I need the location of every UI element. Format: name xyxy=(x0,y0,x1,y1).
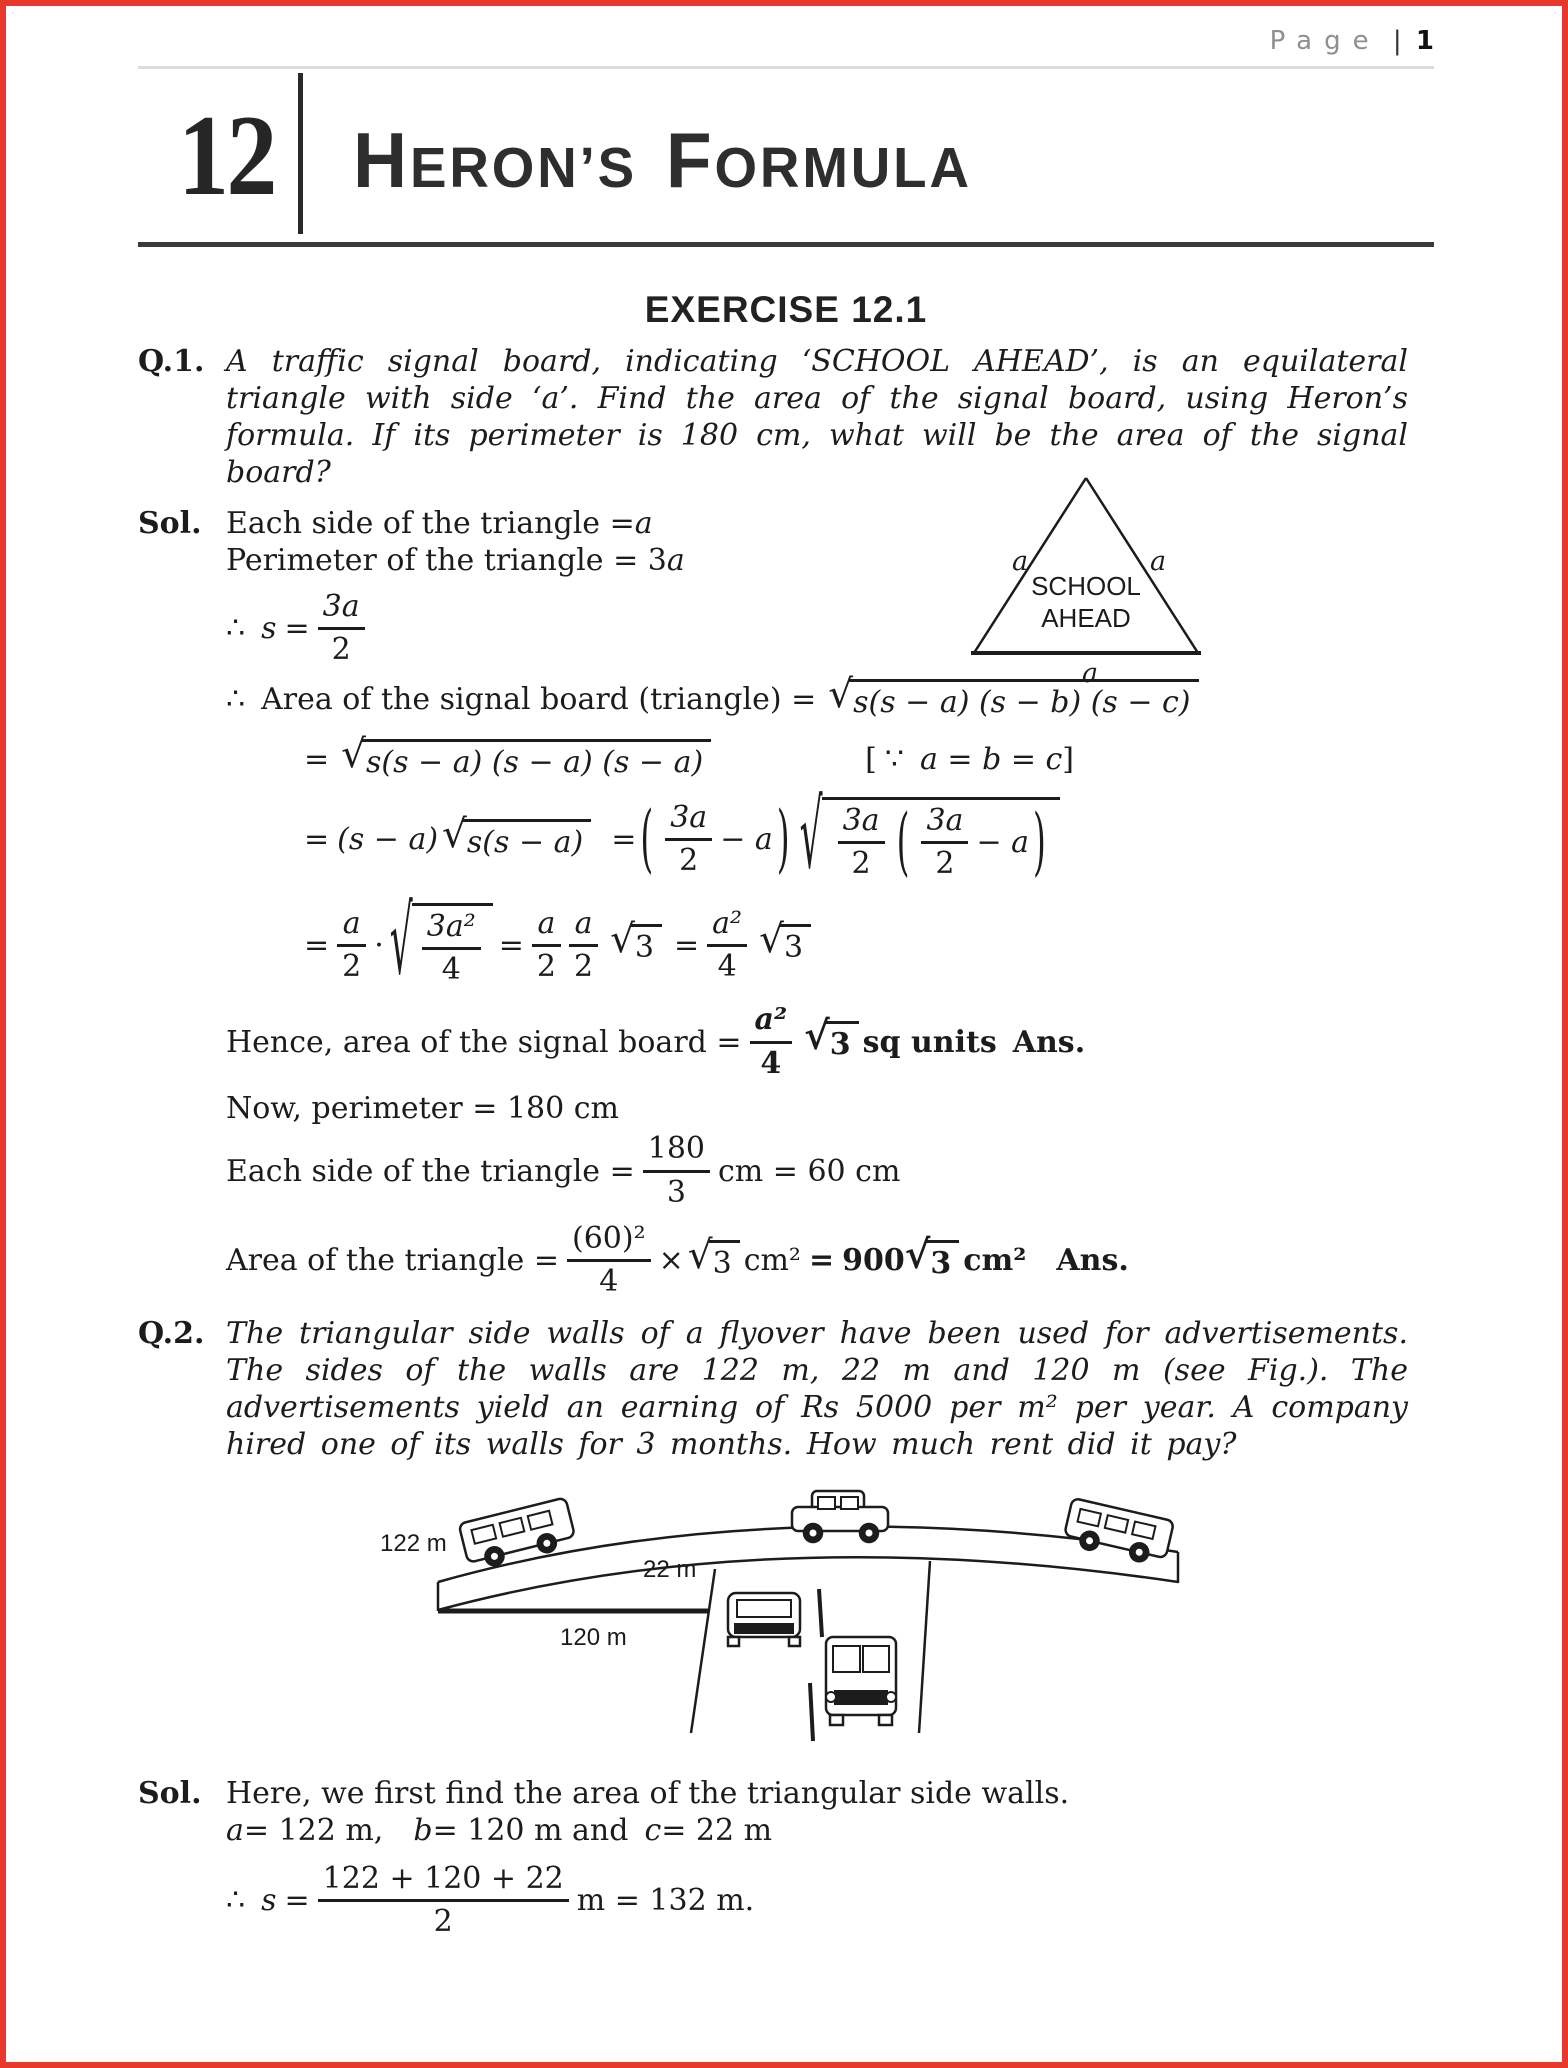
frac-num: 3a xyxy=(322,589,360,624)
var-s: s xyxy=(261,1883,277,1919)
hence-line xyxy=(226,1004,1434,1080)
road-right-edge xyxy=(919,1561,930,1733)
bus-right xyxy=(1062,1498,1174,1567)
fraction-3a-2 xyxy=(838,802,885,882)
triangle-svg xyxy=(964,468,1214,688)
sqrt-expression xyxy=(341,731,711,781)
radical-sign: √ xyxy=(804,1013,830,1060)
sqrt-3 xyxy=(687,1232,740,1282)
area-text: Area of the triangle = xyxy=(226,1243,559,1279)
bus-headlight xyxy=(826,1692,836,1702)
each-side-text: Each side of the triangle = xyxy=(226,1153,635,1189)
frac-den: 2 xyxy=(921,841,968,880)
radical-sign: √ xyxy=(687,1232,713,1278)
radical-sign: √ xyxy=(828,671,854,717)
frac-num: 3a² xyxy=(426,908,476,944)
frac-den: 2 xyxy=(532,944,561,983)
car-top xyxy=(792,1491,888,1542)
chapter-divider xyxy=(298,73,303,234)
equals: = xyxy=(674,927,700,963)
sign-text-school: SCHOOL xyxy=(1031,571,1141,601)
frac-den: 2 xyxy=(318,627,365,666)
label-120m: 120 m xyxy=(560,1623,627,1651)
frac-den: 2 xyxy=(665,838,712,877)
radical-sign: √ xyxy=(904,1231,931,1278)
frac-num: a xyxy=(537,905,556,941)
var-a: a xyxy=(226,1812,244,1848)
road-dash-2 xyxy=(810,1683,813,1741)
sqrt-3 xyxy=(759,917,811,966)
var-s: s xyxy=(261,611,277,647)
label-base: a xyxy=(1082,658,1099,688)
frac-den: 4 xyxy=(422,947,481,986)
therefore-symbol: ∴ xyxy=(226,1883,246,1919)
chapter-number: 12 xyxy=(178,92,275,221)
big-paren-open: ( xyxy=(640,793,654,882)
radicand: s(s − a) (s − a) (s − a) xyxy=(362,739,711,781)
sol2-body xyxy=(226,1775,1434,1939)
car-front-view xyxy=(728,1593,800,1646)
fraction-3a-2 xyxy=(318,591,365,667)
answer-label: Ans. xyxy=(1056,1243,1129,1279)
title-word1-cap: H xyxy=(353,116,410,204)
unit-cm2: cm² xyxy=(743,1243,801,1279)
area-triangle-line xyxy=(226,1220,1434,1300)
eq-factored xyxy=(304,784,1434,891)
bus-left xyxy=(459,1497,578,1571)
fraction-60sq-4 xyxy=(567,1220,651,1300)
equals: = xyxy=(808,1243,835,1279)
equals: = xyxy=(304,742,330,778)
chapter-title xyxy=(353,107,972,206)
bus-wheel xyxy=(830,1715,843,1725)
sqrt-expression xyxy=(442,811,591,861)
sqrt-tall-expression xyxy=(799,784,1060,891)
frac-den: 2 xyxy=(337,944,366,983)
flyover-figure xyxy=(288,1477,1434,1771)
frac-den: 4 xyxy=(750,1041,793,1080)
fraction-a2-4 xyxy=(707,905,747,984)
frac-num: 122 + 120 + 22 xyxy=(322,1860,564,1896)
value-b: = 120 m and xyxy=(432,1812,629,1848)
sol2-label: Sol. xyxy=(138,1775,202,1811)
equals: = xyxy=(498,927,524,963)
bridge-structure xyxy=(438,1526,1178,1740)
factor-s-minus-a: (s − a) xyxy=(337,822,439,858)
bus-grille xyxy=(834,1690,888,1705)
eq-area-text: Area of the signal board (triangle) = xyxy=(261,682,817,718)
car-windshield xyxy=(737,1600,791,1617)
car-grille xyxy=(734,1623,794,1634)
title-word2-cap: F xyxy=(665,116,715,204)
page-number-row xyxy=(138,6,1434,69)
value-c: = 22 m xyxy=(661,1812,773,1848)
fraction-3a2-4 xyxy=(422,908,481,987)
fraction-sum-2 xyxy=(318,1860,569,1940)
sol1-line2-var: a xyxy=(666,543,685,578)
frac-num: a xyxy=(574,905,593,941)
label-22m: 22 m xyxy=(643,1555,697,1583)
eq-substituted xyxy=(304,731,1434,781)
fraction-3a-2 xyxy=(921,802,968,882)
page-number: 1 xyxy=(1415,26,1434,56)
label-122m: 122 m xyxy=(380,1529,447,1557)
frac-den: 2 xyxy=(838,841,885,880)
answer-label: Ans. xyxy=(1012,1024,1086,1060)
frac-num: a² xyxy=(754,1002,788,1038)
frac-den: 4 xyxy=(707,944,747,983)
eq-simplified xyxy=(304,889,1434,997)
frac-den: 2 xyxy=(569,944,598,983)
radicand: 3 xyxy=(826,1021,859,1063)
label-side-left: a xyxy=(1012,546,1029,577)
multiplication-dot: · xyxy=(374,927,384,963)
car-wheel-hub xyxy=(810,1529,817,1536)
car-wheel-hub xyxy=(866,1529,873,1536)
sqrt-3 xyxy=(804,1013,859,1063)
radicand: 3 xyxy=(926,1240,959,1282)
fraction-180-3 xyxy=(643,1133,710,1209)
var-c: c xyxy=(644,1812,662,1848)
page-label: Page xyxy=(1269,26,1381,56)
var-b: b xyxy=(413,1812,433,1848)
eq-area-herons xyxy=(226,671,1434,721)
title-word-herons xyxy=(353,115,637,206)
bus-windshield xyxy=(833,1646,860,1672)
result-unit: cm² xyxy=(963,1243,1027,1279)
solution-1 xyxy=(138,505,1434,1299)
title-word2-rest: ORMULA xyxy=(714,136,972,200)
fraction-a-2 xyxy=(532,905,561,984)
q1-text: A traffic signal board, indicating ‘SCHOOL AHEAD’, is an equilateral triangle with side ‘a’. Find the area of the signal board, using Heron’s formula. If its perimeter is 180 cm, what will be the area of the signal board? xyxy=(226,344,1408,490)
sol1-line1 xyxy=(226,505,1434,542)
hence-text: Hence, area of the signal board = xyxy=(226,1024,742,1060)
bracket-open: [ xyxy=(865,742,877,778)
radicand: 3 xyxy=(631,924,662,966)
frac-num: 3a xyxy=(926,802,964,838)
therefore-symbol: ∴ xyxy=(226,682,246,718)
title-word1-rest: ERON’S xyxy=(409,136,638,200)
equals: = xyxy=(284,611,310,647)
sol1-line2 xyxy=(226,542,1434,579)
sign-text-ahead: AHEAD xyxy=(1041,603,1131,633)
because-symbol: ∵ xyxy=(884,742,904,778)
perimeter-line: Now, perimeter = 180 cm xyxy=(226,1091,620,1127)
radicand: s(s − a) xyxy=(463,819,591,861)
frac-num: (60)² xyxy=(571,1220,646,1256)
radical-sign: √ xyxy=(442,811,467,857)
radicand-group xyxy=(412,903,493,989)
frac-den: 2 xyxy=(318,1899,569,1938)
radical-sign: √ xyxy=(759,917,784,963)
condition-abc: a = b = c xyxy=(919,742,1063,778)
sol1-line1-var: a xyxy=(634,506,653,541)
page-separator: | xyxy=(1392,26,1402,56)
big-paren-close: ) xyxy=(1033,796,1046,885)
frac-num: 3a xyxy=(670,799,708,835)
fraction-a-2 xyxy=(569,905,598,984)
result-900: 900 xyxy=(842,1243,905,1279)
equals: = xyxy=(304,927,330,963)
exercise-title: EXERCISE 12.1 xyxy=(644,289,928,330)
fraction-a2-4 xyxy=(750,1004,793,1080)
sol2-line1: Here, we first find the area of the triangular side walls. xyxy=(226,1775,1070,1811)
question-2 xyxy=(138,1315,1434,1463)
q2-label: Q.2. xyxy=(138,1315,205,1351)
q2-text: The triangular side walls of a flyover have been used for advertisements. The sides of the walls are 122 m, 22 m and 120 m (see Fig.). The advertisements yield an earning of Rs 5000 per m² per year. A company hired one of its walls for 3 months. How much rent did it pay? xyxy=(226,1315,1408,1462)
radical-sign: √ xyxy=(610,917,635,963)
question-1 xyxy=(138,343,1434,491)
car-window xyxy=(818,1497,835,1509)
flyover-svg xyxy=(288,1477,1188,1767)
frac-den: 4 xyxy=(567,1259,651,1298)
units-text: sq units xyxy=(862,1024,997,1060)
sol1-line1-text: Each side of the triangle = xyxy=(226,506,635,541)
value-a: = 122 m, xyxy=(243,1812,384,1848)
page-content xyxy=(6,6,1562,1938)
bus-front-view xyxy=(826,1637,896,1725)
bus-headlight xyxy=(886,1692,896,1702)
signal-board-figure xyxy=(964,468,1214,688)
bus-windshield xyxy=(863,1646,889,1672)
radical-sign: √ xyxy=(389,889,413,997)
bracket-close: ] xyxy=(1062,742,1075,778)
radicand: 3 xyxy=(709,1240,740,1282)
eq-semi-perimeter xyxy=(226,1860,1434,1940)
radical-sign: √ xyxy=(341,731,366,777)
eq-result: m = 132 m. xyxy=(576,1883,755,1919)
sol1-label: Sol. xyxy=(138,506,202,541)
sol1-line2-text: Perimeter of the triangle = 3 xyxy=(226,543,667,578)
each-side-result: cm = 60 cm xyxy=(718,1153,901,1189)
radicand: s(s − a) (s − b) (s − c) xyxy=(849,679,1198,721)
label-side-right: a xyxy=(1150,546,1167,577)
big-paren-close: ) xyxy=(776,793,790,882)
sol1-body xyxy=(226,505,1434,1299)
bridge-bottom-arc xyxy=(438,1557,1178,1610)
equals: = xyxy=(304,822,330,858)
therefore-symbol: ∴ xyxy=(226,611,246,647)
bus-wheel xyxy=(879,1715,892,1725)
frac-num: a² xyxy=(712,905,743,941)
sqrt-tall-expression xyxy=(389,889,493,997)
minus-a: − a xyxy=(976,825,1029,861)
frac-num: 3a xyxy=(842,802,880,838)
radical-sign: √ xyxy=(799,784,823,891)
sol2-values-line xyxy=(226,1812,1434,1849)
eq-s-half-perimeter xyxy=(226,591,1434,667)
frac-num: 180 xyxy=(647,1131,705,1167)
radicand-group xyxy=(822,797,1060,883)
chapter-header xyxy=(138,79,1434,247)
fraction-a-2 xyxy=(337,905,366,984)
road-dash-1 xyxy=(819,1589,822,1637)
car-window xyxy=(841,1497,858,1509)
car-wheel xyxy=(728,1637,739,1646)
times-symbol: × xyxy=(658,1243,684,1279)
equals: = xyxy=(284,1883,310,1919)
frac-den: 3 xyxy=(643,1170,710,1209)
title-word-formula xyxy=(666,115,972,206)
equals: = xyxy=(611,822,637,858)
big-paren-open: ( xyxy=(896,796,910,885)
car-wheel xyxy=(789,1637,800,1646)
q1-label: Q.1. xyxy=(138,344,205,379)
sqrt-3 xyxy=(610,917,662,966)
each-side-line xyxy=(226,1133,1434,1209)
radicand: 3 xyxy=(780,924,811,966)
fraction-3a-2 xyxy=(665,799,712,879)
minus-a: − a xyxy=(720,822,773,858)
solution-2 xyxy=(138,1775,1434,1939)
sqrt-3 xyxy=(904,1231,960,1282)
frac-num: a xyxy=(342,905,361,941)
road-left-edge xyxy=(691,1569,715,1733)
